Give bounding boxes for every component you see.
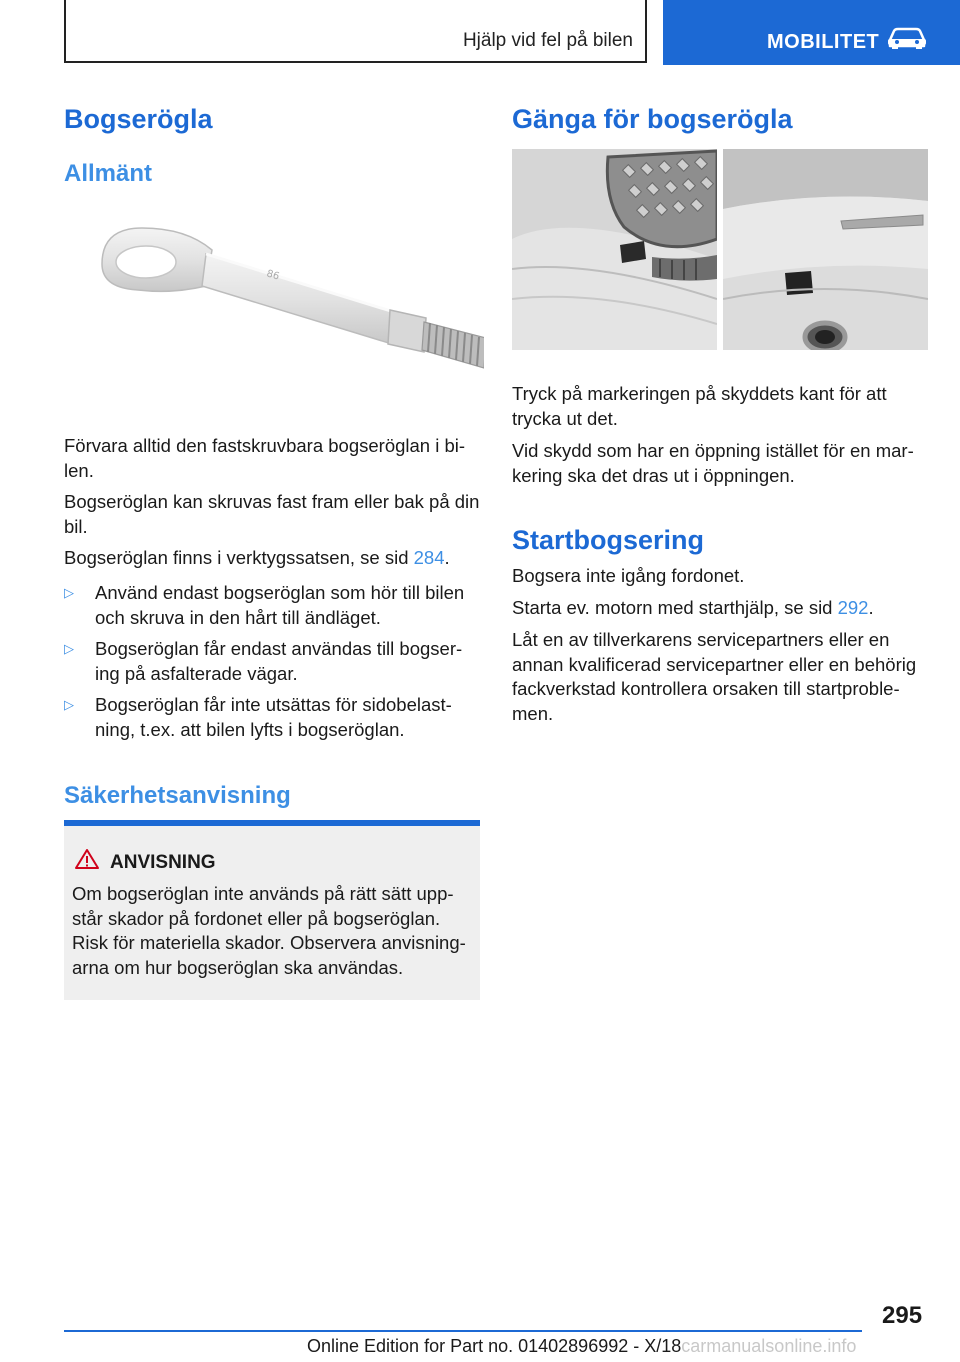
page-number: 295	[882, 1302, 923, 1329]
header-section-tab[interactable]	[663, 0, 960, 65]
paragraph-jump-start-ref: Starta ev. motorn med starthjälp, se sid 292.	[512, 597, 874, 618]
section-title-bogserogla: Bogserögla	[64, 104, 213, 134]
header-chapter-box	[64, 0, 647, 63]
subtitle-allmant: Allmänt	[64, 160, 153, 187]
paragraph-opening: Vid skydd som har en öppning istället för en mar-kering ska det dras ut i öppningen.	[512, 440, 914, 486]
warning-triangle-icon	[74, 848, 100, 870]
header-chapter: Hjälp vid fel på bilen	[462, 30, 633, 51]
tow-hook-image	[94, 222, 484, 392]
section-title-startbogsering: Startbogsering	[512, 525, 705, 555]
paragraph-mount-position: Bogseröglan kan skruvas fast fram eller bak på din bil.	[64, 491, 480, 537]
warning-text: Om bogseröglan inte används på rätt sätt upp-står skador på fordonet eller på bogseröglan. Risk för materiella skador. Observera anvisning-arna om hur bogseröglan ska användas.	[72, 883, 466, 978]
paragraph-service-partner: Låt en av tillverkarens servicepartners eller en annan kvalificerad servicepartner eller en behörig fackverkstad kontrollera orsaken till startproble-men.	[512, 629, 917, 724]
page-ref-284[interactable]: 284	[413, 547, 445, 568]
list-item: ▷ Bogseröglan får endast användas till bogser-ing på asfalterade vägar.	[64, 638, 463, 684]
section-title-ganga: Gänga för bogserögla	[512, 104, 793, 134]
page-ref-292[interactable]: 292	[837, 597, 869, 618]
paragraph-store-hook: Förvara alltid den fastskruvbara bogseröglan i bi-len.	[64, 435, 466, 481]
header-section-label: MOBILITET	[767, 31, 880, 53]
paragraph-press-marking: Tryck på markeringen på skyddets kant för att trycka ut det.	[512, 383, 887, 429]
warning-title: ANVISNING	[110, 852, 216, 873]
triangle-bullet-icon: ▷	[64, 641, 74, 656]
footer-divider	[64, 1330, 862, 1332]
paragraph-no-tow-start: Bogsera inte igång fordonet.	[512, 565, 745, 586]
svg-text:86: 86	[265, 268, 281, 283]
front-bumper-photo	[512, 149, 717, 350]
paragraph-toolkit-ref: Bogseröglan finns i verktygssatsen, se sid 284.	[64, 547, 450, 568]
car-icon	[887, 26, 927, 50]
list-item: ▷ Använd endast bogseröglan som hör till bilen och skruva in den hårt till ändläget.	[64, 582, 465, 628]
rear-bumper-photo	[723, 149, 928, 350]
subtitle-sakerhetsanvisning: Säkerhetsanvisning	[64, 782, 291, 809]
warning-box	[64, 820, 480, 1000]
footer-edition: Online Edition for Part no. 01402896992 - X/18carmanualsonline.info	[307, 1336, 857, 1356]
list-item: ▷ Bogseröglan får inte utsättas för sidobelast-ning, t.ex. att bilen lyfts i bogseröglan.	[64, 694, 452, 740]
triangle-bullet-icon: ▷	[64, 585, 74, 600]
triangle-bullet-icon: ▷	[64, 697, 74, 712]
watermark: carmanualsonline.info	[681, 1336, 857, 1356]
